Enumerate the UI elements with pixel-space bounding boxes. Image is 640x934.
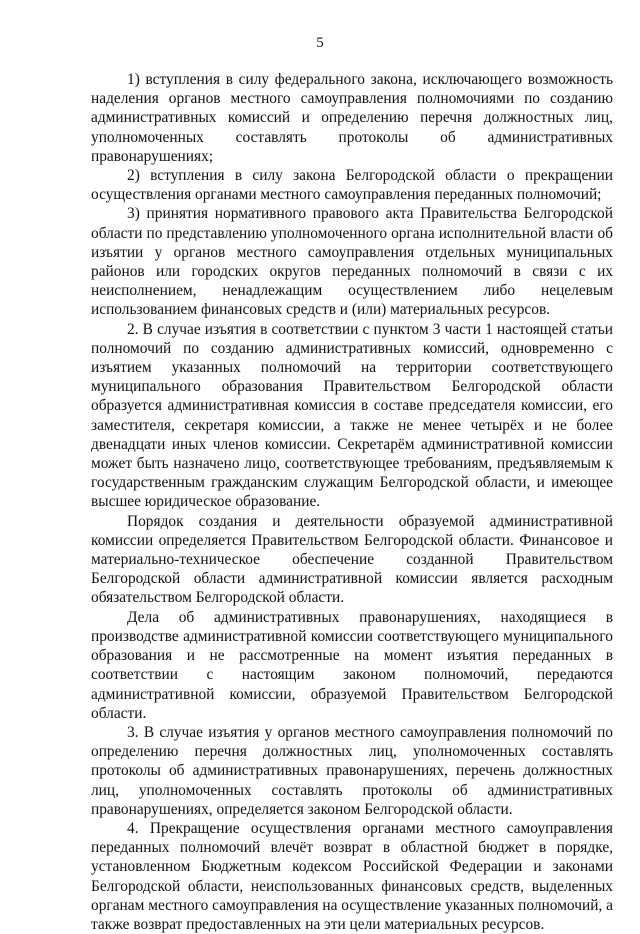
paragraph-1-3: 3) принятия нормативного правового акта Правительства Белгородской области по представлению уполномоченного органа исполнительной власти об изъятии у органов местного самоуправления отдельных муниципальных районов или городских округов переданных полномочий в связи с их неисполнением, ненадлежащим осуществлением либо нецелевым использованием финансовых средств и (или) материальных ресурсов.: [91, 205, 613, 319]
paragraph-1-2: 2) вступления в силу закона Белгородской области о прекращении осуществления органами местного самоуправления переданных полномочий;: [91, 167, 613, 204]
document-body: [91, 70, 613, 934]
paragraph-2: 2. В случае изъятия в соответствии с пунктом 3 части 1 настоящей статьи полномочий по созданию административных комиссий, одновременно с изъятием указанных полномочий на территории соответствующего муниципального образования Правительством Белгородской области образуется административная комиссия в составе председателя комиссии, его заместителя, секретаря комиссии, а также не менее четырёх и не более двенадцати иных членов комиссии. Секретарём административной комиссии может быть назначено лицо, соответствующее требованиям, предъявляемым к государственным гражданским служащим Белгородской области, и имеющее высшее юридическое образование.: [91, 320, 613, 511]
page-number: 5: [316, 35, 324, 51]
paragraph-3: 3. В случае изъятия у органов местного самоуправления полномочий по определению перечня должностных лиц, уполномоченных составлять протоколы об административных правонарушениях, перечень должностных лиц, уполномоченных составлять протоколы об административных правонарушениях, определяется законом Белгородской области.: [91, 723, 613, 818]
paragraph-4: 4. Прекращение осуществления органами местного самоуправления переданных полномочий влечёт возврат в областной бюджет в порядке, установленном Бюджетным кодексом Российской Федерации и законами Белгородской области, неиспользованных финансовых средств, выделенных органам местного самоуправления на осуществление указанных полномочий, а также возврат предоставленных на эти цели материальных ресурсов.: [91, 819, 613, 933]
paragraph-2-cases: Дела об административных правонарушениях, находящиеся в производстве административной комиссии соответствующего муниципального образования и не рассмотренные на момент изъятия переданных в соответствии с настоящим законом полномочий, передаются административной комиссии, образуемой Правительством Белгородской области.: [91, 608, 613, 722]
paragraph-1-1: 1) вступления в силу федерального закона, исключающего возможность наделения органов местного самоуправления полномочиями по созданию административных комиссий и определению перечня должностных лиц, уполномоченных составлять протоколы об административных правонарушениях;: [91, 71, 613, 165]
paragraph-2-procedure: Порядок создания и деятельности образуемой административной комиссии определяется Правительством Белгородской области. Финансовое и материально-техническое обеспечение созданной Правительством Белгородской области административной комиссии является расходным обязательством Белгородской области.: [91, 512, 613, 607]
